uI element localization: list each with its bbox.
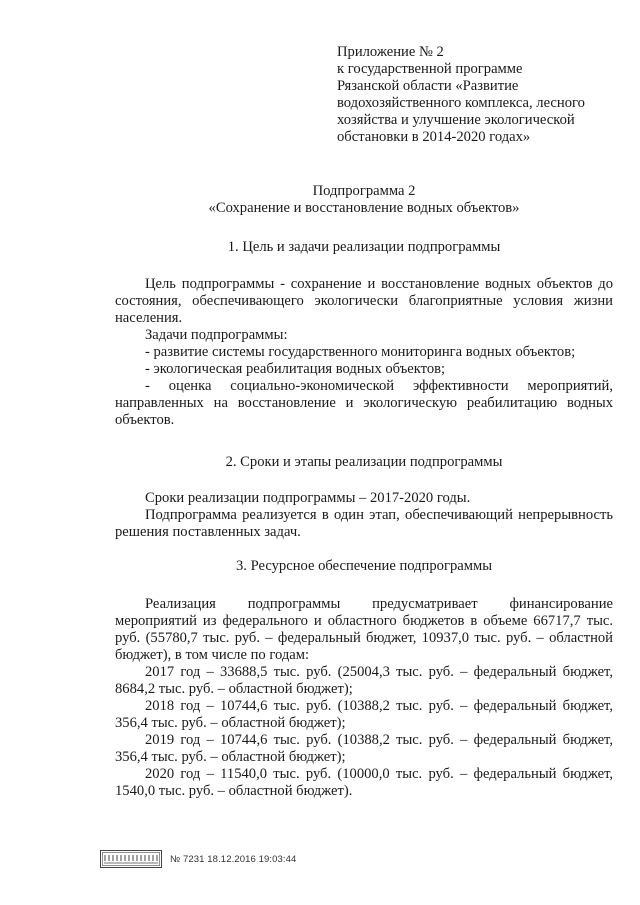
section3-heading: 3. Ресурсное обеспечение подпрограммы bbox=[235, 558, 492, 574]
appendix-line: к государственной программе bbox=[337, 61, 523, 77]
funding-year: 2018 год – 10744,6 тыс. руб. (10388,2 тыс. руб. – федеральный бюджет, 356,4 тыс. руб. – областной бюджет); bbox=[115, 698, 613, 731]
section3-body bbox=[115, 596, 613, 800]
section1-heading: 1. Цель и задачи реализации подпрограммы bbox=[227, 239, 501, 255]
goal-paragraph: Цель подпрограммы - сохранение и восстановление водных объектов до состояния, обеспечивающего экологически благоприятные условия жизни населения. bbox=[115, 276, 613, 326]
appendix-line: хозяйства и улучшение экологической bbox=[337, 112, 575, 128]
funding-year: 2019 год – 10744,6 тыс. руб. (10388,2 тыс. руб. – федеральный бюджет, 356,4 тыс. руб. – областной бюджет); bbox=[115, 732, 613, 765]
task-item: - оценка социально-экономической эффективности мероприятий, направленных на восстановление и экологическую реабилитацию водных объектов. bbox=[115, 378, 613, 428]
appendix-line: водохозяйственного комплекса, лесного bbox=[337, 95, 585, 111]
subprogram-title-block bbox=[115, 183, 613, 217]
tasks-label: Задачи подпрограммы: bbox=[145, 327, 288, 343]
appendix-line: Приложение № 2 bbox=[337, 44, 444, 60]
task-item: - экологическая реабилитация водных объектов; bbox=[145, 361, 446, 377]
funding-year: 2017 год – 33688,5 тыс. руб. (25004,3 тыс. руб. – федеральный бюджет, 8684,2 тыс. руб. – областной бюджет); bbox=[115, 664, 613, 697]
appendix-header bbox=[337, 44, 607, 146]
stage-paragraph: Подпрограмма реализуется в один этап, обеспечивающий непрерывность решения поставленных задач. bbox=[115, 507, 613, 540]
section1-body bbox=[115, 276, 613, 429]
registration-mark: № 7231 18.12.2016 19:03:44 bbox=[170, 853, 297, 865]
registry-stamp-icon bbox=[100, 850, 162, 868]
period-paragraph: Сроки реализации подпрограммы – 2017-2020 годы. bbox=[145, 490, 471, 506]
funding-year: 2020 год – 11540,0 тыс. руб. (10000,0 тыс. руб. – федеральный бюджет, 1540,0 тыс. руб. – областной бюджет). bbox=[115, 766, 613, 799]
section2-heading: 2. Сроки и этапы реализации подпрограммы bbox=[225, 454, 503, 470]
appendix-line: Рязанской области «Развитие bbox=[337, 78, 519, 94]
subprogram-name: «Сохранение и восстановление водных объектов» bbox=[208, 200, 520, 216]
section2-body bbox=[115, 490, 613, 541]
appendix-line: обстановки в 2014-2020 годах» bbox=[337, 129, 531, 145]
task-item: - развитие системы государственного мониторинга водных объектов; bbox=[145, 344, 576, 360]
funding-intro: Реализация подпрограммы предусматривает финансирование мероприятий из федерального и областного бюджетов в объеме 66717,7 тыс. руб. (55780,7 тыс. руб. – федеральный бюджет, 10937,0 тыс. руб. – областной бюджет), в том числе по годам: bbox=[115, 596, 613, 663]
subprogram-title: Подпрограмма 2 bbox=[312, 183, 416, 199]
registration-footer bbox=[100, 850, 296, 868]
